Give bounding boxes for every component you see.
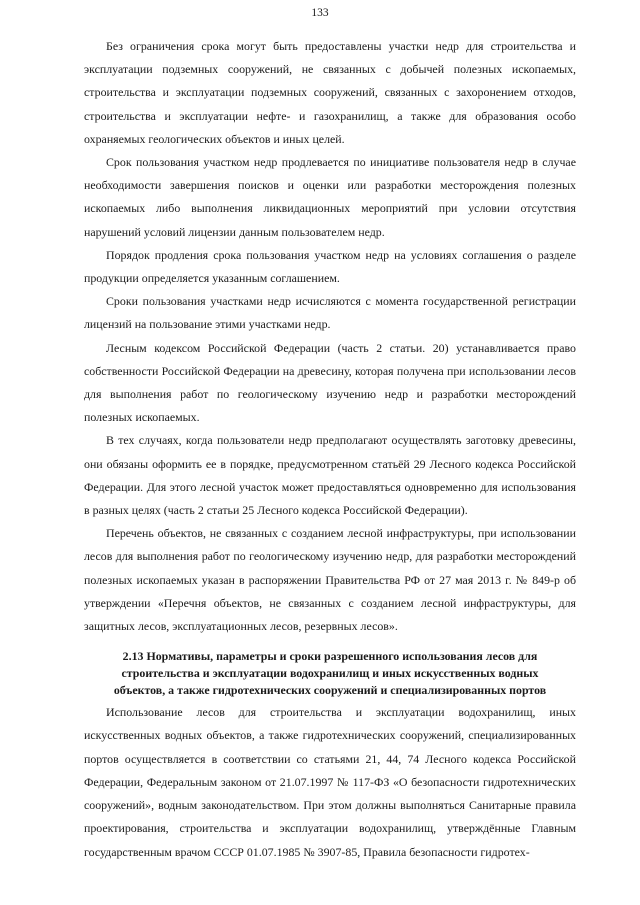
paragraph-unlimited-term: Без ограничения срока могут быть предоставлены участки недр для строительства и эксплуатации подземных сооружений, не связанных с добычей полезных ископаемых, строительства и эксплуатации подземных сооружений, связанных с захоронением отходов, строительства и эксплуатации нефте- и газохранилищ, а также для образования особо охраняемых геологических объектов и иных целей.: [84, 39, 576, 146]
section-heading: 2.13 Нормативы, параметры и сроки разрешенного использования лесов для строительства и эксплуатации водохранилищ и иных искусственных водных объектов, а также гидротехнических сооружений и специализированных портов: [113, 649, 547, 698]
paragraph-term-calculation: Сроки пользования участками недр исчисляются с момента государственной регистрации лицензий на пользование этими участками недр.: [84, 294, 576, 332]
paragraph-term-extension: Срок пользования участком недр продлевается по инициативе пользователя недр в случае необходимости завершения поисков и оценки или разработки месторождения полезных ископаемых либо выполнения ликвидационных мероприятий при условии отсутствия нарушений условий лицензии данным пользователем недр.: [84, 155, 576, 239]
page-content: [84, 35, 576, 864]
paragraph-objects-list: Перечень объектов, не связанных с созданием лесной инфраструктуры, при использовании лесов для выполнения работ по геологическому изучению недр, для разработки месторождений полезных ископаемых указан в распоряжении Правительства РФ от 27 мая 2013 г. № 849-р об утверждении «Перечня объектов, не связанных с созданием лесной инфраструктуры, для защитных лесов, эксплуатационных лесов, резервных лесов».: [84, 526, 576, 634]
page-number: 133: [311, 7, 329, 19]
paragraph-forest-code-ownership: Лесным кодексом Российской Федерации (часть 2 статьи. 20) устанавливается право собственности Российской Федерации на древесину, которая получена при использовании лесов для выполнения работ по геологическому изучению недр и разработки месторождений полезных ископаемых.: [84, 340, 576, 425]
paragraph-psa-extension: Порядок продления срока пользования участком недр на условиях соглашения о разделе продукции определяется указанным соглашением.: [84, 247, 576, 286]
paragraph-timber-harvesting: В тех случаях, когда пользователи недр предполагают осуществлять заготовку древесины, они обязаны оформить ее в порядке, предусмотренном статьёй 29 Лесного кодекса Российской Федерации. Для этого лесной участок может предоставляться одновременно для использования в разных целях (часть 2 статьи 25 Лесного кодекса Российской Федерации).: [84, 433, 576, 518]
paragraph-reservoir-use: Использование лесов для строительства и эксплуатации водохранилищ, иных искусственных водных объектов, а также гидротехнических сооружений, специализированных портов осуществляется в соответствии со статьями 21, 44, 74 Лесного кодекса Российской Федерации, Федеральным законом от 21.07.1997 № 117-ФЗ «О безопасности гидротехнических сооружений», водным законодательством. При этом должны выполняться Санитарные правила проектирования, строительства и эксплуатации водохранилищ, утверждённые Главным государственным врачом СССР 01.07.1985 № 3907-85, Правила безопасности гидротех-: [84, 705, 576, 859]
